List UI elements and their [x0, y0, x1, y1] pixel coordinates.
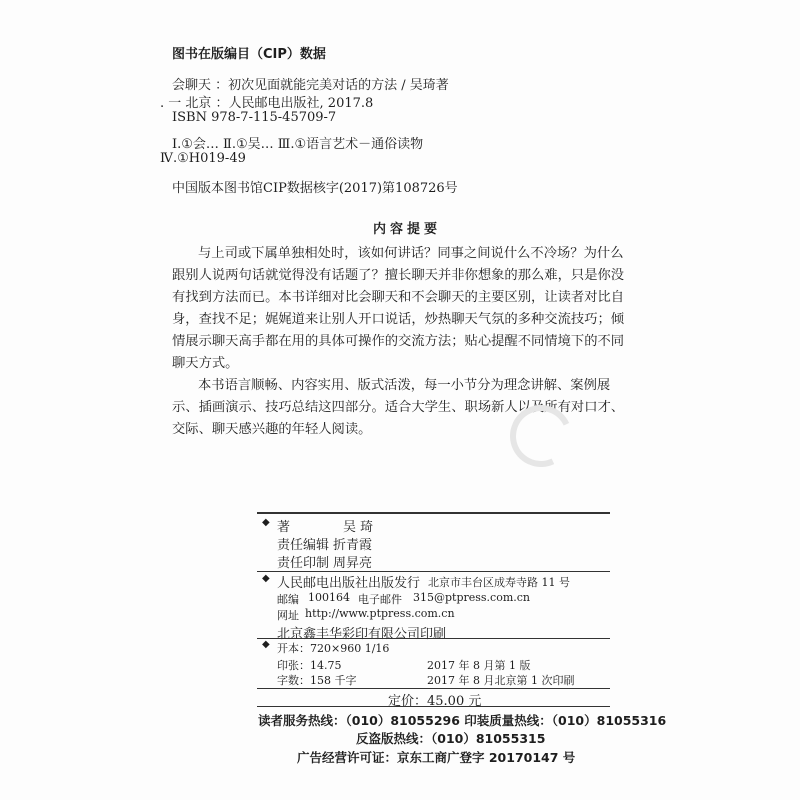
postcode: 100164 [308, 591, 350, 604]
author-name: 吴 琦 [343, 520, 374, 535]
divider [257, 688, 610, 689]
cip-line-title: 会聊天 ：初次见面就能完美对话的方法 / 吴琦著 [172, 78, 449, 93]
website: http://www.ptpress.com.cn [305, 607, 455, 620]
ad-license: 广告经营许可证：京东工商广登字 20170147 号 [297, 750, 576, 765]
cip-line-publisher: . 一 北京 ：人民邮电出版社, 2017.8 [160, 96, 374, 111]
summary-paragraph: 本书语言顺畅、内容实用、版式活泼，每一小节分为理念讲解、案例展示、插画演示、技巧总结这四部分。适合大学生、职场新人以及所有对口才、交际、聊天感兴趣的年轻人阅读。 [172, 378, 625, 437]
printed-sheets: 印张：14.75 [277, 659, 342, 672]
cip-line-cip-number: 中国版本图书馆CIP数据核字(2017)第108726号 [172, 181, 458, 196]
cip-line-isbn: ISBN 978-7-115-45709-7 [172, 110, 337, 125]
anti-piracy-hotline: 反盗版热线：（010）81055315 [356, 731, 546, 746]
diamond-bullet: ◆ [262, 639, 270, 650]
publisher: 人民邮电出版社出版发行 [277, 576, 421, 591]
summary-heading: 内容提要 [373, 222, 442, 237]
cip-line-classification: Ⅰ.①会… Ⅱ.①吴… Ⅲ.①语言艺术－通俗读物 [172, 137, 424, 152]
printing: 2017 年 8 月北京第 1 次印刷 [427, 674, 575, 687]
price: 定价：45.00 元 [388, 694, 482, 709]
print-supervisor-label: 责任印制 [277, 556, 330, 571]
postcode-label: 邮编 [277, 593, 299, 606]
editor-label: 责任编辑 [277, 538, 330, 553]
print-supervisor-name: 周昇亮 [333, 556, 373, 571]
diamond-bullet: ◆ [262, 573, 270, 584]
website-label: 网址 [277, 609, 299, 622]
cip-line-clc: Ⅳ.①H019-49 [160, 151, 246, 166]
divider [257, 512, 610, 514]
format: 开本：720×960 1/16 [277, 642, 390, 655]
edition: 2017 年 8 月第 1 版 [427, 659, 531, 672]
divider [257, 706, 610, 707]
printer: 北京鑫丰华彩印有限公司印刷 [277, 627, 447, 642]
author-label: 著 [277, 520, 291, 535]
summary-paragraph: 与上司或下属单独相处时，该如何讲话？同事之间说什么不冷场？为什么跟别人说两句话就觉得没有话题了？擅长聊天并非你想象的那么难，只是你没有找到方法而已。本书详细对比会聊天和不会聊天的主要区别，让读者对比自身，查找不足；娓娓道来让别人开口说话，炒热聊天气氛的多种交流技巧；倾情展示聊天高手都在用的具体可操作的交流方法；贴心提醒不同情境下的不同聊天方式。 [172, 246, 625, 371]
diamond-bullet: ◆ [262, 517, 270, 528]
word-count: 字数：158 千字 [277, 674, 357, 687]
publisher-address: 北京市丰台区成寿寺路 11 号 [428, 576, 570, 589]
reader-service-hotline: 读者服务热线：（010）81055296 印装质量热线：（010）81055316 [258, 713, 667, 728]
email-label: 电子邮件 [358, 593, 402, 606]
cip-title: 图书在版编目（CIP）数据 [172, 47, 326, 62]
summary-body [172, 243, 632, 441]
email: 315@ptpress.com.cn [413, 591, 531, 604]
divider [257, 638, 610, 639]
editor-name: 折青霞 [333, 538, 373, 553]
